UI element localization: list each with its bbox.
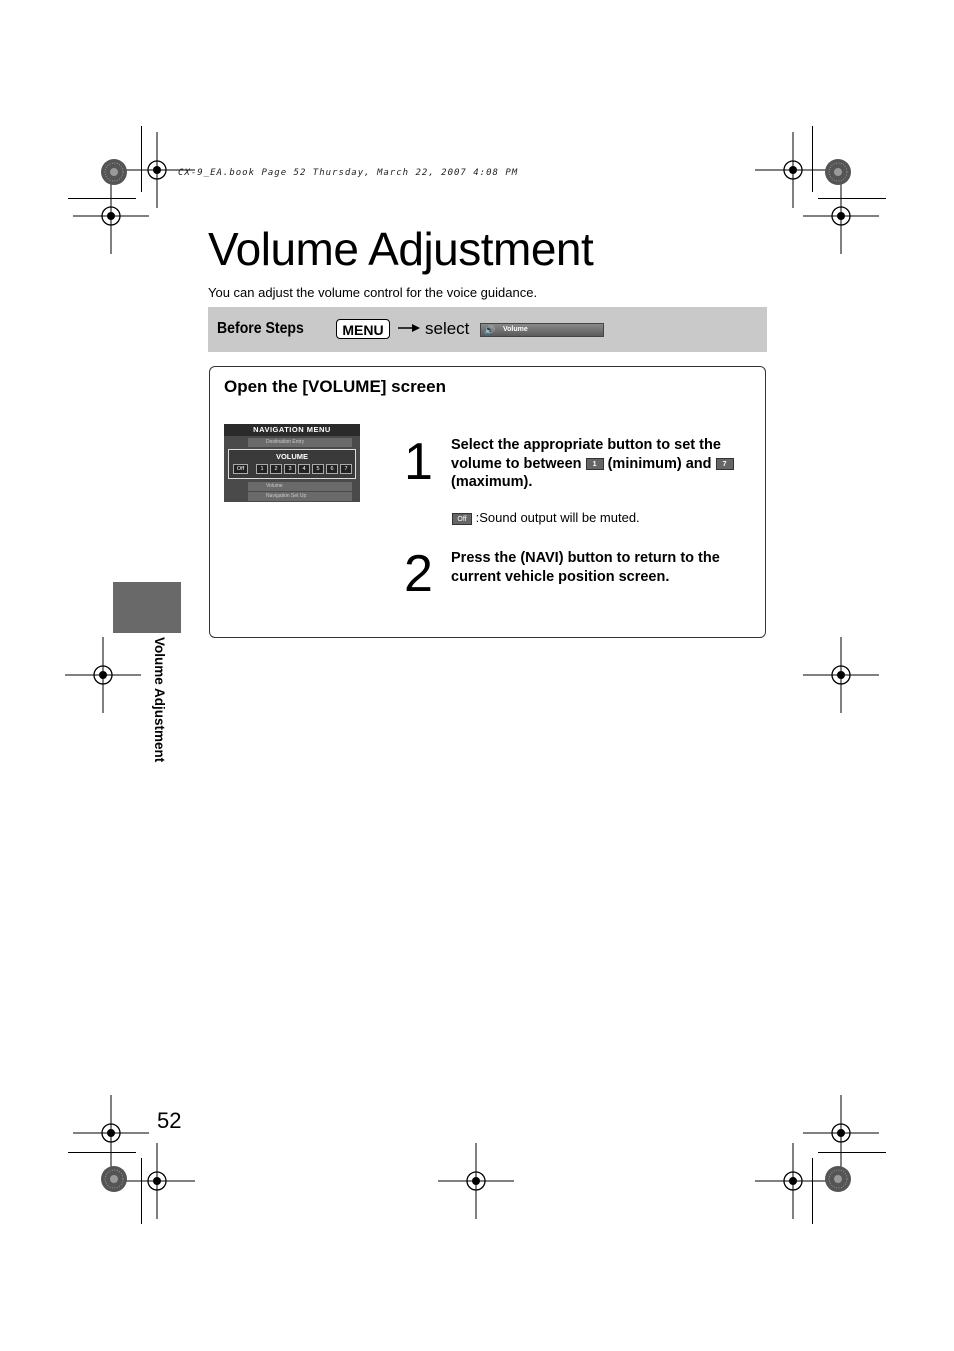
page-number: 52 [157, 1108, 182, 1133]
color-burst-icon [101, 1166, 127, 1192]
step-number: 1 [404, 433, 433, 491]
volume-button-1: 1 [256, 464, 268, 474]
registration-target-icon [119, 1143, 195, 1219]
before-steps-label: Before Steps [217, 320, 304, 337]
speaker-icon: 🔊 [484, 325, 496, 335]
step-1-text [451, 436, 755, 492]
volume-button-6: 6 [326, 464, 338, 474]
volume-button-2: 2 [270, 464, 282, 474]
volume-panel [228, 449, 356, 479]
screen-row-destination: Destination Entry [248, 438, 352, 447]
volume-button-4: 4 [298, 464, 310, 474]
registration-target-icon [65, 637, 141, 713]
registration-target-icon [755, 1143, 831, 1219]
volume-menu-chip [480, 323, 604, 337]
step-2-text: Press the (NAVI) button to return to the current vehicle position screen. [451, 550, 720, 585]
step-1-text-c: (maximum). [451, 474, 533, 490]
screen-row-volume: Volume [248, 482, 352, 491]
volume-button-3: 3 [284, 464, 296, 474]
color-burst-icon [825, 159, 851, 185]
mute-note [452, 510, 640, 525]
arrow-right-icon [397, 322, 421, 334]
registration-target-icon [73, 1095, 149, 1171]
screen-row-setup: Navigation Set Up [248, 492, 352, 501]
side-tab-label: Volume Adjustment [152, 637, 167, 763]
registration-target-icon [438, 1143, 514, 1219]
side-tab [113, 582, 181, 633]
print-header: CX-9_EA.book Page 52 Thursday, March 22, 2007 4:08 PM [178, 168, 519, 178]
navigation-menu-screenshot [224, 424, 360, 502]
mute-note-text: :Sound output will be muted. [475, 510, 640, 525]
min-volume-key: 1 [586, 458, 604, 470]
procedure-box [209, 366, 766, 638]
color-burst-icon [825, 1166, 851, 1192]
registration-target-icon [803, 178, 879, 254]
volume-button-off: Off [233, 464, 248, 474]
volume-panel-title: VOLUME [275, 452, 309, 461]
procedure-heading: Open the [VOLUME] screen [224, 377, 446, 396]
registration-target-icon [803, 637, 879, 713]
registration-target-icon [755, 132, 831, 208]
color-burst-icon [101, 159, 127, 185]
registration-target-icon [803, 1095, 879, 1171]
page-title: Volume Adjustment [208, 223, 594, 275]
step-1-text-a: Select the appropriate button to set the volume to between [451, 437, 721, 472]
volume-button-5: 5 [312, 464, 324, 474]
max-volume-key: 7 [716, 458, 734, 470]
screen-header: NAVIGATION MENU [224, 424, 360, 436]
step-1-text-b: (minimum) and [607, 455, 712, 472]
volume-button-7: 7 [340, 464, 352, 474]
step-number: 2 [404, 545, 433, 603]
intro-text: You can adjust the volume control for the voice guidance. [208, 285, 538, 300]
menu-key: MENU [336, 319, 390, 339]
off-key: Off [452, 513, 472, 525]
select-text: select [425, 319, 470, 338]
registration-target-icon [73, 178, 149, 254]
volume-chip-label: Volume [503, 326, 528, 333]
